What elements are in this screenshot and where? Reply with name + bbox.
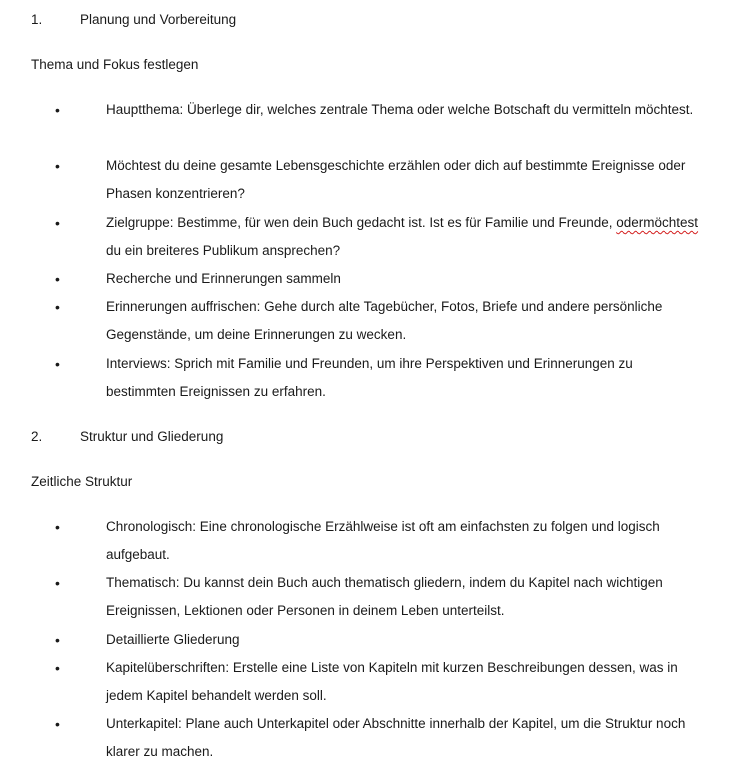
section-title: Planung und Vorbereitung (80, 12, 237, 27)
list-item-text: Interviews: Sprich mit Familie und Freunden, um ihre Perspektiven und Erinnerungen zu bestimmten Ereignissen zu erfahren. (106, 356, 633, 400)
spellcheck-flagged-word[interactable]: odermöchtest (616, 215, 699, 230)
list-item-text: Recherche und Erinnerungen sammeln (106, 271, 341, 286)
section-number: 1. (31, 12, 43, 27)
list-item-text: Möchtest du deine gesamte Lebensgeschichte erzählen oder dich auf bestimmte Ereignisse oder Phasen konzentrieren? (106, 158, 686, 202)
text-segment: Zielgruppe: Bestimme, für wen dein Buch gedacht ist. Ist es für Familie und Freunde, (106, 215, 617, 230)
bullet: • (55, 660, 60, 676)
text-segment: du ein breiteres Publikum ansprechen? (106, 243, 341, 259)
bullet: • (55, 215, 60, 231)
bullet: • (55, 158, 60, 174)
list-item-text: Detaillierte Gliederung (106, 632, 240, 647)
bullet: • (55, 575, 60, 591)
subheading-zeitliche-struktur: Zeitliche Struktur (31, 474, 133, 489)
bullet: • (55, 271, 60, 287)
bullet: • (55, 519, 60, 535)
section-number: 2. (31, 429, 43, 444)
bullet: • (55, 716, 60, 732)
section-title: Struktur und Gliederung (80, 429, 224, 444)
list-item-text: Hauptthema: Überlege dir, welches zentrale Thema oder welche Botschaft du vermitteln möchtest. (106, 102, 694, 117)
bullet: • (55, 102, 60, 118)
bullet: • (55, 299, 60, 315)
subheading-thema: Thema und Fokus festlegen (31, 57, 199, 72)
bullet: • (55, 632, 60, 648)
list-item-text: Unterkapitel: Plane auch Unterkapitel oder Abschnitte innerhalb der Kapitel, um die Struktur noch klarer zu machen. (106, 716, 686, 760)
list-item-text: Chronologisch: Eine chronologische Erzählweise ist oft am einfachsten zu folgen und logisch aufgebaut. (106, 519, 660, 563)
list-item-text: Kapitelüberschriften: Erstelle eine Liste von Kapiteln mit kurzen Beschreibungen dessen, was in jedem Kapitel behandelt werden soll. (106, 660, 678, 704)
list-item-text: Erinnerungen auffrischen: Gehe durch alte Tagebücher, Fotos, Briefe und andere persönliche Gegenstände, um deine Erinnerungen zu wecken. (106, 299, 663, 343)
bullet: • (55, 356, 60, 372)
list-item-text (106, 209, 706, 266)
list-item-text: Thematisch: Du kannst dein Buch auch thematisch gliedern, indem du Kapitel nach wichtigen Ereignissen, Lektionen oder Personen in deinem Leben unterteilst. (106, 575, 663, 619)
